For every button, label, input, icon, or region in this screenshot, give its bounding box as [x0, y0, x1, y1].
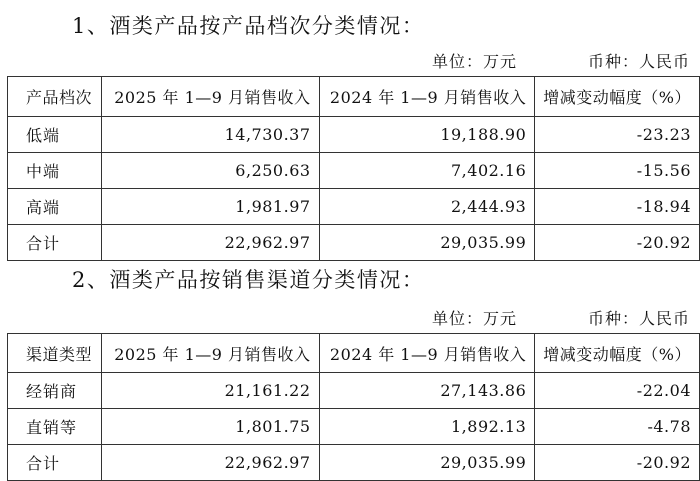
row-label: 直销等	[8, 409, 102, 445]
column-header: 渠道类型	[8, 334, 102, 373]
row-label: 合计	[8, 225, 102, 261]
column-header: 产品档次	[8, 77, 102, 117]
table-cell: -15.56	[535, 153, 700, 189]
table-row	[8, 189, 700, 225]
table-cell: -18.94	[535, 189, 700, 225]
column-header: 2025 年 1—9 月销售收入	[102, 334, 319, 373]
table-header-row	[8, 334, 700, 373]
table-row	[8, 117, 700, 153]
section1-currency-label: 币种：人民币	[588, 52, 691, 71]
table-row	[8, 409, 700, 445]
table-row	[8, 153, 700, 189]
table-cell: 14,730.37	[102, 117, 319, 153]
row-label: 合计	[8, 445, 102, 481]
table-cell: 29,035.99	[319, 225, 535, 261]
section2-unit-label: 单位：万元	[432, 309, 518, 328]
table-cell: -22.04	[535, 373, 700, 409]
column-header: 增减变动幅度（%）	[535, 77, 700, 117]
section2-currency-label: 币种：人民币	[588, 309, 691, 328]
table-total-row	[8, 225, 700, 261]
section1-heading: 1、酒类产品按产品档次分类情况：	[72, 14, 425, 38]
column-header: 2024 年 1—9 月销售收入	[319, 77, 535, 117]
column-header: 2025 年 1—9 月销售收入	[102, 77, 319, 117]
table-cell: 2,444.93	[319, 189, 535, 225]
table-header-row	[8, 77, 700, 117]
table-cell: 1,892.13	[319, 409, 535, 445]
table-cell: 1,981.97	[102, 189, 319, 225]
sales-channel-table	[7, 333, 700, 481]
table-cell: 27,143.86	[319, 373, 535, 409]
section1-unit-label: 单位：万元	[432, 52, 518, 71]
table-cell: 29,035.99	[319, 445, 535, 481]
table-row	[8, 373, 700, 409]
column-header: 2024 年 1—9 月销售收入	[319, 334, 535, 373]
product-tier-table	[7, 76, 700, 261]
table-cell: -20.92	[535, 225, 700, 261]
column-header: 增减变动幅度（%）	[535, 334, 700, 373]
section2-heading: 2、酒类产品按销售渠道分类情况：	[72, 268, 425, 292]
table-cell: -23.23	[535, 117, 700, 153]
row-label: 经销商	[8, 373, 102, 409]
row-label: 低端	[8, 117, 102, 153]
table-cell: 21,161.22	[102, 373, 319, 409]
table-cell: 7,402.16	[319, 153, 535, 189]
table-cell: 22,962.97	[102, 445, 319, 481]
table-total-row	[8, 445, 700, 481]
table-cell: 6,250.63	[102, 153, 319, 189]
table-cell: 19,188.90	[319, 117, 535, 153]
table-cell: -4.78	[535, 409, 700, 445]
row-label: 高端	[8, 189, 102, 225]
table-cell: 1,801.75	[102, 409, 319, 445]
table-cell: -20.92	[535, 445, 700, 481]
table-cell: 22,962.97	[102, 225, 319, 261]
row-label: 中端	[8, 153, 102, 189]
